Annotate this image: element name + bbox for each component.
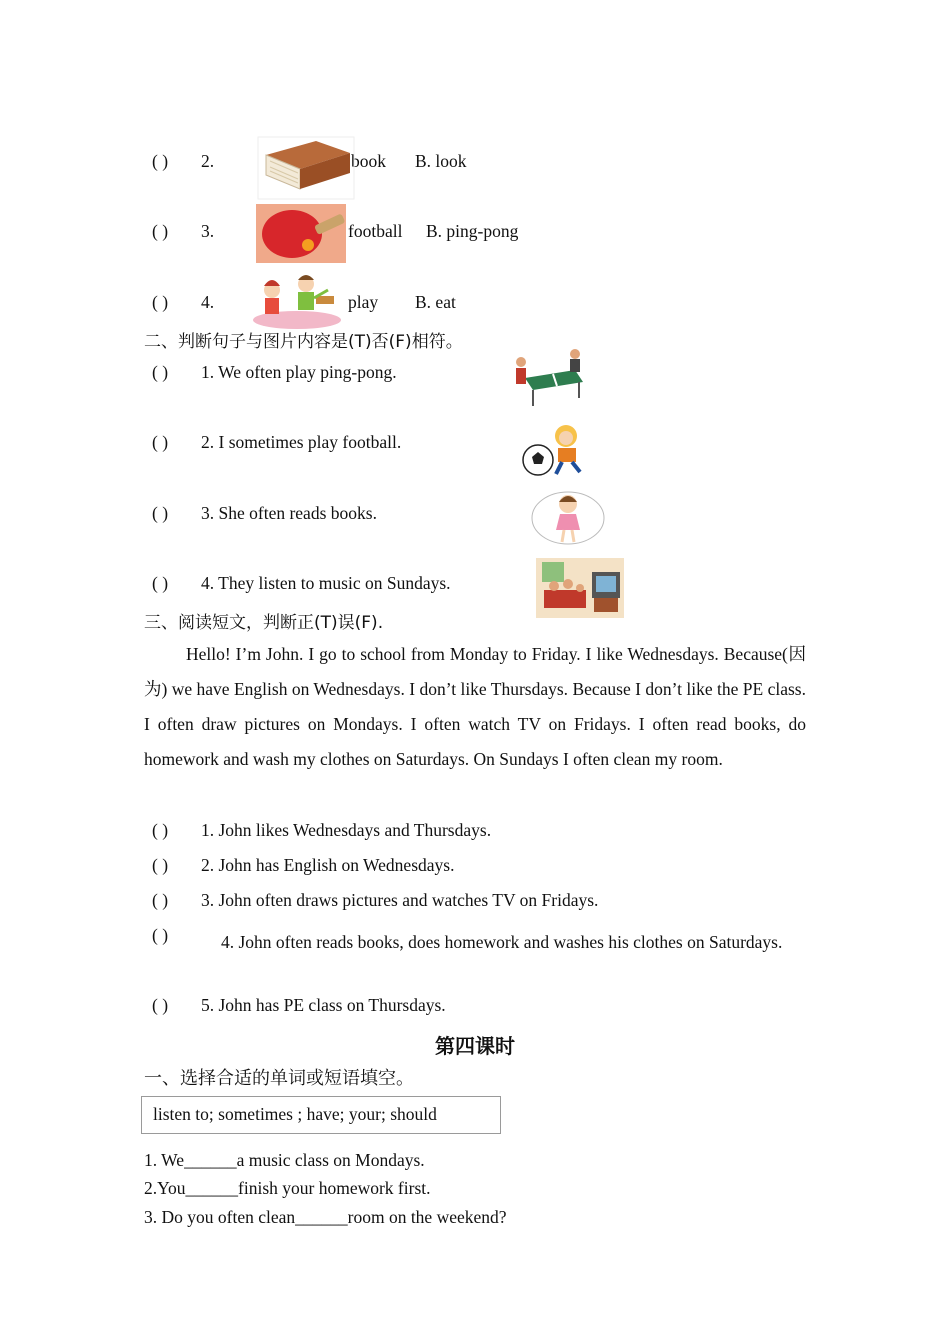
option-b: B. ping-pong	[426, 221, 519, 241]
judgement-statement: 4. John often reads books, does homework and washes his clothes on Saturdays.	[221, 932, 783, 952]
children-playing-icon	[250, 268, 345, 330]
family-watching-tv-icon	[536, 558, 624, 618]
answer-paren[interactable]: ( )	[152, 432, 169, 452]
answer-paren[interactable]: ( )	[152, 151, 169, 171]
option-a: football	[348, 221, 403, 241]
answer-paren[interactable]: ( )	[152, 855, 169, 875]
judgement-statement: 5. John has PE class on Thursdays.	[201, 995, 446, 1015]
answer-paren[interactable]: ( )	[152, 573, 169, 593]
judgement-statement: 3. John often draws pictures and watches TV on Fridays.	[201, 890, 599, 910]
section-heading: 一、选择合适的单词或短语填空。	[144, 1068, 414, 1089]
word-bank	[141, 1096, 501, 1134]
question-number: 3.	[201, 221, 215, 241]
lesson-title: 第四课时	[435, 1034, 515, 1058]
answer-paren[interactable]: ( )	[152, 890, 169, 910]
question-number: 4.	[201, 292, 215, 312]
word-bank-text: listen to; sometimes ; have; your; should	[153, 1104, 437, 1124]
section-heading: 三、阅读短文，判断正(T)误(F).	[144, 613, 384, 633]
answer-paren[interactable]: ( )	[152, 221, 169, 241]
reading-passage	[144, 637, 806, 777]
passage-text: Hello! I’m John. I go to school from Monday to Friday. I like Wednesdays. Because(因为) we have English on Wednesdays. I don’t like Thursdays. Because I don’t like the PE class. I often draw pictures on Mondays. I often watch TV on Fridays. I often read books, do homework and wash my clothes on Saturdays. On Sundays I often clean my room.	[144, 644, 806, 769]
book-icon	[258, 137, 354, 199]
boy-football-icon	[520, 422, 592, 478]
judgement-statement: 3. She often reads books.	[201, 503, 377, 523]
ping-pong-players-icon	[513, 348, 587, 408]
girl-jump-rope-icon	[528, 490, 608, 548]
answer-paren[interactable]: ( )	[152, 362, 169, 382]
section-heading: 二、判断句子与图片内容是(T)否(F)相符。	[144, 332, 463, 352]
judgement-statement: 1. We often play ping-pong.	[201, 362, 397, 382]
option-b: B. eat	[415, 292, 456, 312]
answer-paren[interactable]: ( )	[152, 292, 169, 312]
judgement-statement: 4. They listen to music on Sundays.	[201, 573, 451, 593]
option-a: book	[351, 151, 386, 171]
fill-blank-item[interactable]: 2.You______finish your homework first.	[144, 1178, 431, 1198]
answer-paren[interactable]: ( )	[152, 503, 169, 523]
judgement-statement: 2. John has English on Wednesdays.	[201, 855, 455, 875]
ping-pong-paddle-icon	[256, 204, 346, 263]
fill-blank-item[interactable]: 3. Do you often clean______room on the weekend?	[144, 1207, 507, 1227]
judgement-statement: 2. I sometimes play football.	[201, 432, 402, 452]
option-a: play	[348, 292, 379, 312]
answer-paren[interactable]: ( )	[152, 925, 169, 945]
option-b: B. look	[415, 151, 467, 171]
fill-blank-item[interactable]: 1. We______a music class on Mondays.	[144, 1150, 425, 1170]
answer-paren[interactable]: ( )	[152, 820, 169, 840]
answer-paren[interactable]: ( )	[152, 995, 169, 1015]
question-number: 2.	[201, 151, 215, 171]
judgement-statement: 1. John likes Wednesdays and Thursdays.	[201, 820, 492, 840]
